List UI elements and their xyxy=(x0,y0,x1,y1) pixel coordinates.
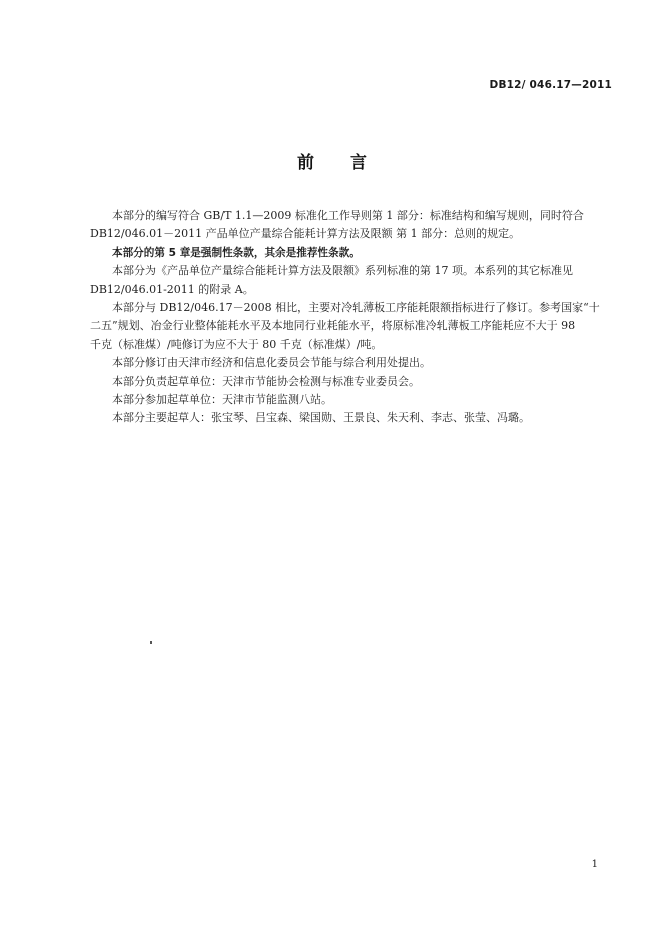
paragraph-line: 千克（标准煤）/吨修订为应不大于 80 千克（标准煤）/吨。 xyxy=(90,337,383,351)
paragraph-line: DB12/046.01-2011 的附录 A。 xyxy=(90,282,254,296)
paragraph-line: 本部分的编写符合 GB/T 1.1—2009 标准化工作导则第 1 部分：标准结构和编写规则，同时符合 xyxy=(112,209,584,222)
paragraph-series xyxy=(90,262,614,299)
paragraph-line: 本部分与 DB12/046.17－2008 相比，主要对冷轧薄板工序能耗限额指标进行了修订。参考国家“十 xyxy=(112,301,600,315)
paragraph-line: 本部分为《产品单位产量综合能耗计算方法及限额》系列标准的第 17 项。本系列的其它标准见 xyxy=(112,264,573,278)
paragraph-line: 本部分修订由天津市经济和信息化委员会节能与综合利用处提出。 xyxy=(112,356,431,370)
paragraph-participating-unit xyxy=(90,391,614,409)
paragraph-revision xyxy=(90,299,614,354)
paragraph-drafting-unit xyxy=(90,373,614,391)
page-number: 1 xyxy=(591,859,598,870)
title-char-1: 前 xyxy=(297,153,316,173)
foreword-body xyxy=(90,207,614,428)
page-title xyxy=(0,148,666,173)
paragraph-line: 本部分的第 5 章是强制性条款，其余是推荐性条款。 xyxy=(112,246,360,259)
paragraph-line: 本部分负责起草单位：天津市节能协会检测与标准专业委员会。 xyxy=(112,374,420,388)
paragraph-mandatory-clause xyxy=(90,244,614,262)
document-code: DB12/ 046.17—2011 xyxy=(489,79,612,91)
paragraph-line: 本部分主要起草人：张宝琴、吕宝森、梁国勋、王景良、朱天利、李志、张莹、冯璐。 xyxy=(112,411,530,425)
paragraph-line: 二五”规划、冶金行业整体能耗水平及本地同行业耗能水平，将原标准冷轧薄板工序能耗应不大于 98 xyxy=(90,319,576,333)
stray-mark xyxy=(150,641,152,644)
paragraph-line: 本部分参加起草单位：天津市节能监测八站。 xyxy=(112,393,332,407)
paragraph-compliance xyxy=(90,207,614,244)
paragraph-proposer xyxy=(90,354,614,372)
paragraph-drafters xyxy=(90,409,614,427)
paragraph-line: DB12/046.01－2011 产品单位产量综合能耗计算方法及限额 第 1 部分：总则的规定。 xyxy=(90,227,521,241)
title-char-2: 言 xyxy=(350,153,369,173)
